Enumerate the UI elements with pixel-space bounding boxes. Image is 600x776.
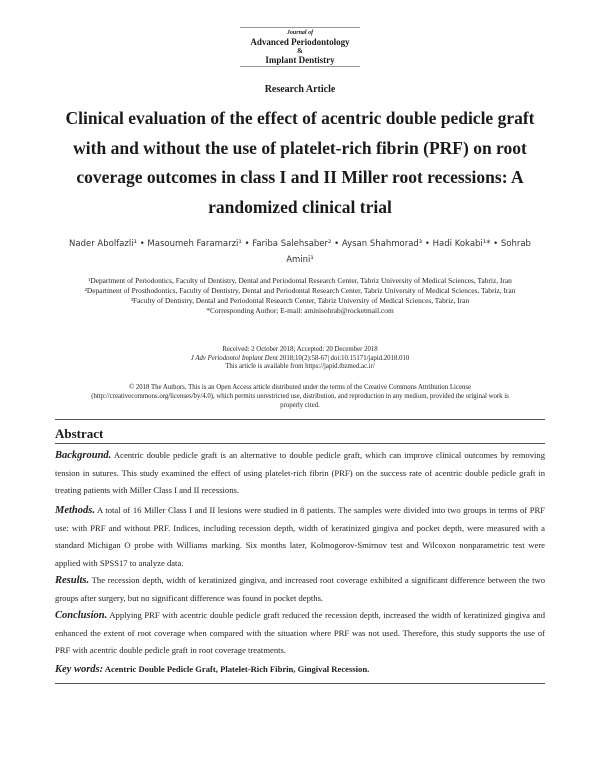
journal-bottom-rule: [240, 66, 360, 67]
affiliation-2: ²Department of Prosthodontics, Faculty of Dentistry, Dental and Periodontal Research Center, Tabriz University of Medical Sciences, Tabriz, Iran: [84, 286, 516, 295]
author-list: Nader Abolfazli¹ • Masoumeh Faramarzi¹ • Fariba Salehsaber² • Aysan Shahmorad³ • Hadi Kokabi¹* • Sohrab Amini¹: [69, 239, 531, 265]
citation-journal: J Adv Periodontol Implant Dent: [190, 354, 278, 362]
license-text: © 2018 The Authors. This is an Open Access article distributed under the terms of the Creative Commons Attribution License (http://creativecommons.org/licenses/by/4.0), which permits unrestricted use, distribution, and reproduction in any medium, provided the original work is properly cited.: [91, 384, 509, 409]
abstract-heading: Abstract: [55, 426, 104, 441]
journal-name-line2: Implant Dentistry: [265, 55, 335, 65]
conclusion-label: Conclusion.: [55, 610, 108, 621]
citation-details: 2018;10(2):58-67| doi:10.15171/japid.2018.010: [277, 354, 410, 362]
journal-prefix: Journal of: [286, 30, 314, 36]
received-info: [0, 346, 600, 372]
methods-label: Methods.: [55, 505, 95, 516]
paper-title: Clinical evaluation of the effect of acentric double pedicle graft with and without the use of platelet-rich fibrin (PRF) on root coverage outcomes in class I and II Miller root recessions: A randomized clinical trial: [65, 108, 535, 217]
journal-name-line1: Advanced Periodontology: [250, 37, 350, 47]
journal-top-rule: [240, 27, 360, 28]
corresponding-author: *Corresponding Author; E-mail: aminisohrab@rocketmail.com: [206, 306, 394, 315]
keywords-text: Acentric Double Pedicle Graft, Platelet-Rich Fibrin, Gingival Recession.: [103, 664, 370, 674]
affiliation-3: ³Faculty of Dentistry, Dental and Periodontal Research Center, Tabriz University of Medical Sciences, Tabriz, Iran: [130, 296, 470, 305]
affiliations: [55, 276, 545, 316]
received-dates: Received: 2 October 2018; Accepted: 20 December 2018: [222, 346, 378, 353]
methods-text: A total of 16 Miller Class I and II lesions were studied in 8 patients. The samples were divided into two groups in terms of PRF use: with PRF and without PRF. Indices, including recession depth, width of keratinized gingiva and pocket depth, were measured with a standard Michigan O probe with Williams marking. Six months later, Kolmogorov-Smirnov test and Wilcoxon nonparametric test were applied with SPSS17 to analyze data.: [55, 505, 545, 568]
abstract-top-rule: [55, 419, 545, 420]
article-type: Research Article: [264, 84, 336, 95]
affiliation-1: ¹Department of Periodontics, Faculty of Dentistry, Dental and Periodontal Research Center, Tabriz University of Medical Sciences, Tabriz, Iran: [88, 276, 512, 285]
abstract-bottom-rule: [55, 683, 545, 684]
background-text: Acentric double pedicle graft is an alternative to double pedicle graft, which can improve clinical outcomes by removing tension in sutures. This study examined the effect of using platelet-rich fibrin (PRF) on the success rate of acentric double pedicle graft in treating patients with Miller Class I and II recessions.: [55, 450, 545, 496]
journal-ampersand: &: [297, 47, 303, 55]
keywords-label: Key words:: [55, 664, 104, 675]
abstract-results: [55, 572, 545, 607]
citation-line: [0, 355, 600, 364]
abstract-heading-rule: [55, 443, 545, 444]
journal-header: [0, 27, 600, 67]
background-label: Background.: [55, 450, 112, 461]
results-text: The recession depth, width of keratinized gingiva, and increased root coverage exhibited a significant difference between the two groups after surgery, but no significant difference was found in pocket depths.: [55, 575, 545, 603]
abstract-conclusion: [55, 607, 545, 660]
results-label: Results.: [55, 575, 90, 586]
conclusion-text: Applying PRF with acentric double pedicle graft reduced the recession depth, increased the width of keratinized gingiva and enhanced the extent of root coverage when compared with the situation where PRF was not used. Therefore, this study supports the use of PRF with acentric double pedicle graft in root coverage treatments.: [55, 610, 545, 656]
keywords: [55, 664, 545, 675]
abstract-methods: [55, 502, 545, 572]
availability-line: This article is available from https://japid.tbzmed.ac.ir/: [225, 363, 375, 370]
abstract-background: [55, 447, 545, 500]
